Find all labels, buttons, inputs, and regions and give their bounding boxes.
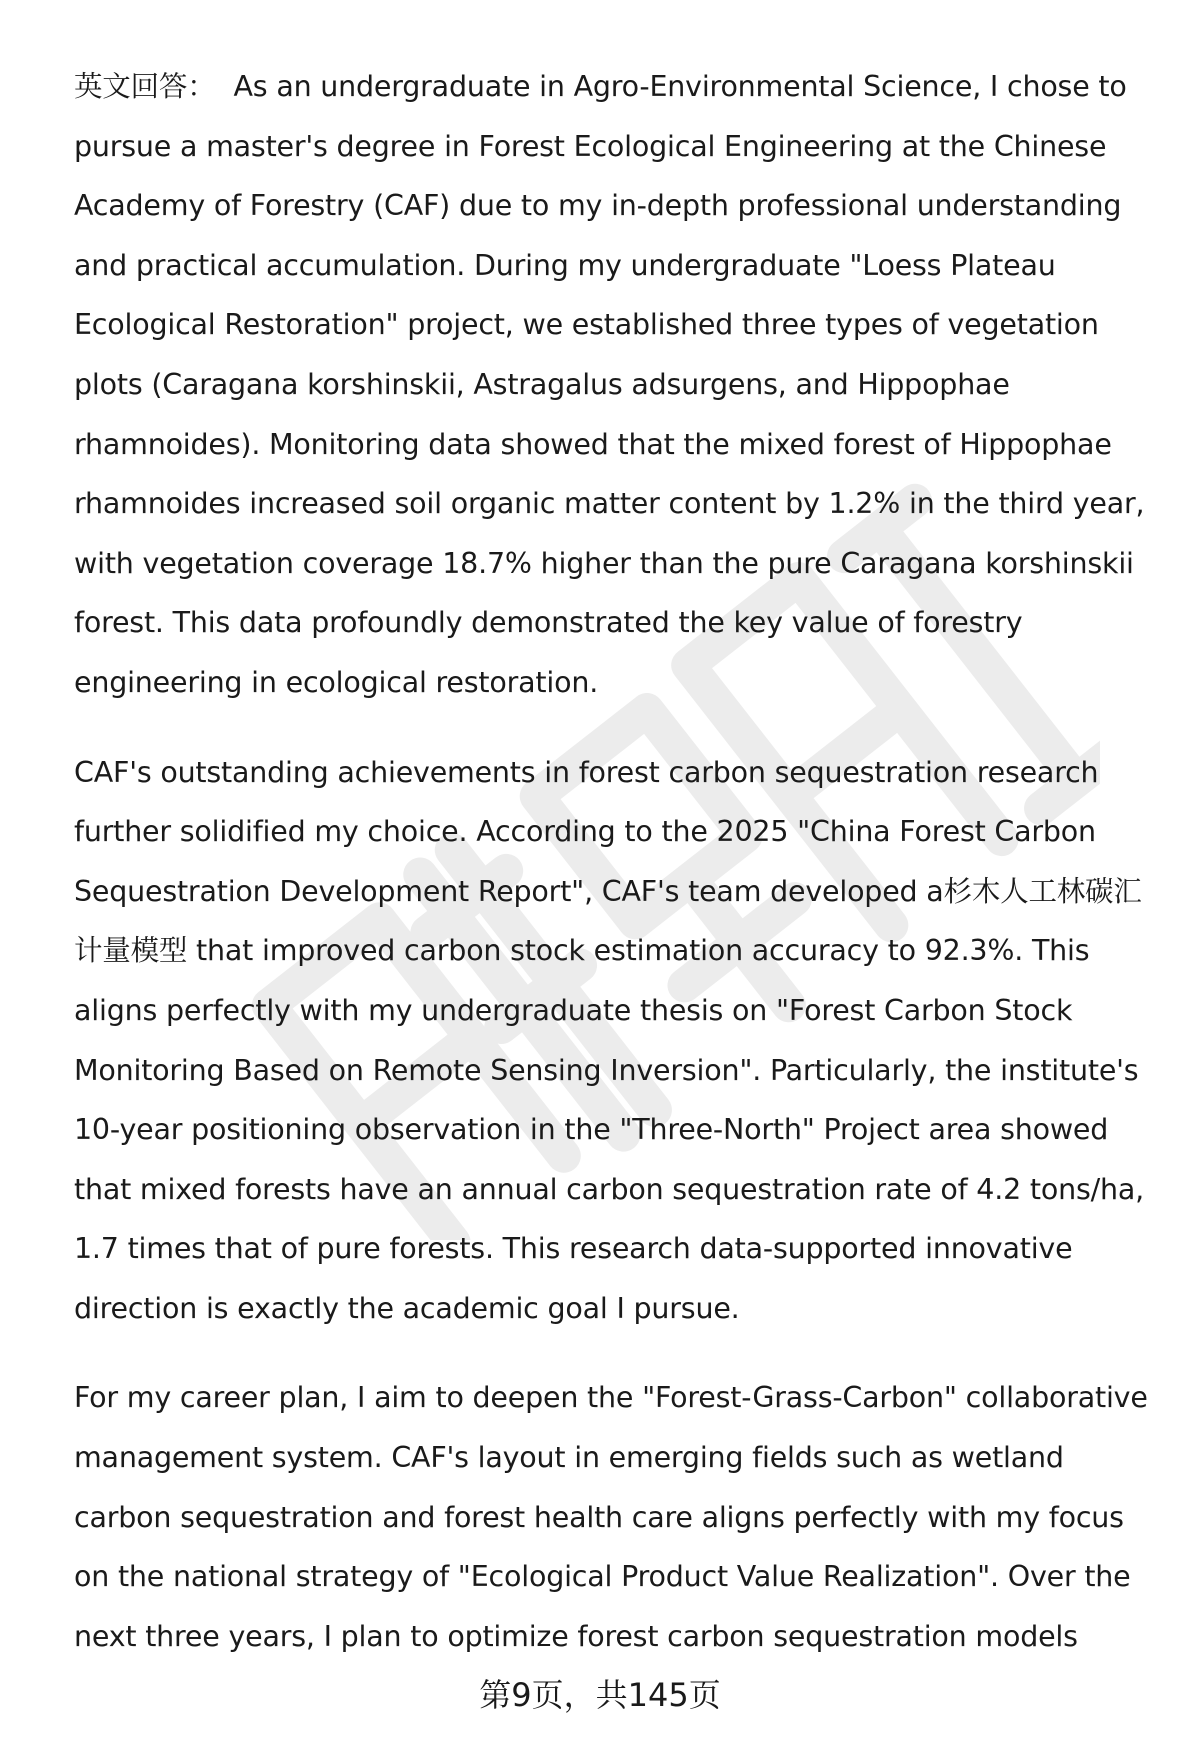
paragraph-2: CAF's outstanding achievements in forest carbon sequestration research further solidified my choice. According to the 2025 "China Forest Carbon Sequestration Development Report", CAF's team developed a杉木人工林碳汇计量模型 that improved carbon stock estimation accuracy to 92.3%. This aligns perfectly with my undergraduate thesis on "Forest Carbon Stock Monitoring Based on Remote Sensing Inversion". Particularly, the institute's 10-year positioning observation in the "Three-North" Project area showed that mixed forests have an annual carbon sequestration rate of 4.2 tons/ha, 1.7 times that of pure forests. This research data-supported innovative direction is exactly the academic goal I pursue. <box>74 755 1144 1325</box>
answer-label: 英文回答： <box>74 70 216 103</box>
paragraph-3: For my career plan, I aim to deepen the "Forest-Grass-Carbon" collaborative management system. CAF's layout in emerging fields such as wetland carbon sequestration and forest health care aligns perfectly with my focus on the national strategy of "Ecological Product Value Realization". Over the next three years, I plan to optimize forest carbon sequestration models <box>74 1381 1148 1653</box>
document-body <box>74 57 1164 1696</box>
page-indicator: 第9页，共145页 <box>479 1676 721 1714</box>
paragraph-1 <box>74 57 1164 713</box>
paragraph-1-text: As an undergraduate in Agro-Environmental Science, I chose to pursue a master's degree in Forest Ecological Engineering at the Chinese Academy of Forestry (CAF) due to my in-depth professional understanding and practical accumulation. During my undergraduate "Loess Plateau Ecological Restoration" project, we established three types of vegetation plots (Caragana korshinskii, Astragalus adsurgens, and Hippophae rhamnoides). Monitoring data showed that the mixed forest of Hippophae rhamnoides increased soil organic matter content by 1.2% in the third year, with vegetation coverage 18.7% higher than the pure Caragana korshinskii forest. This data profoundly demonstrated the key value of forestry engineering in ecological restoration. <box>74 70 1145 699</box>
